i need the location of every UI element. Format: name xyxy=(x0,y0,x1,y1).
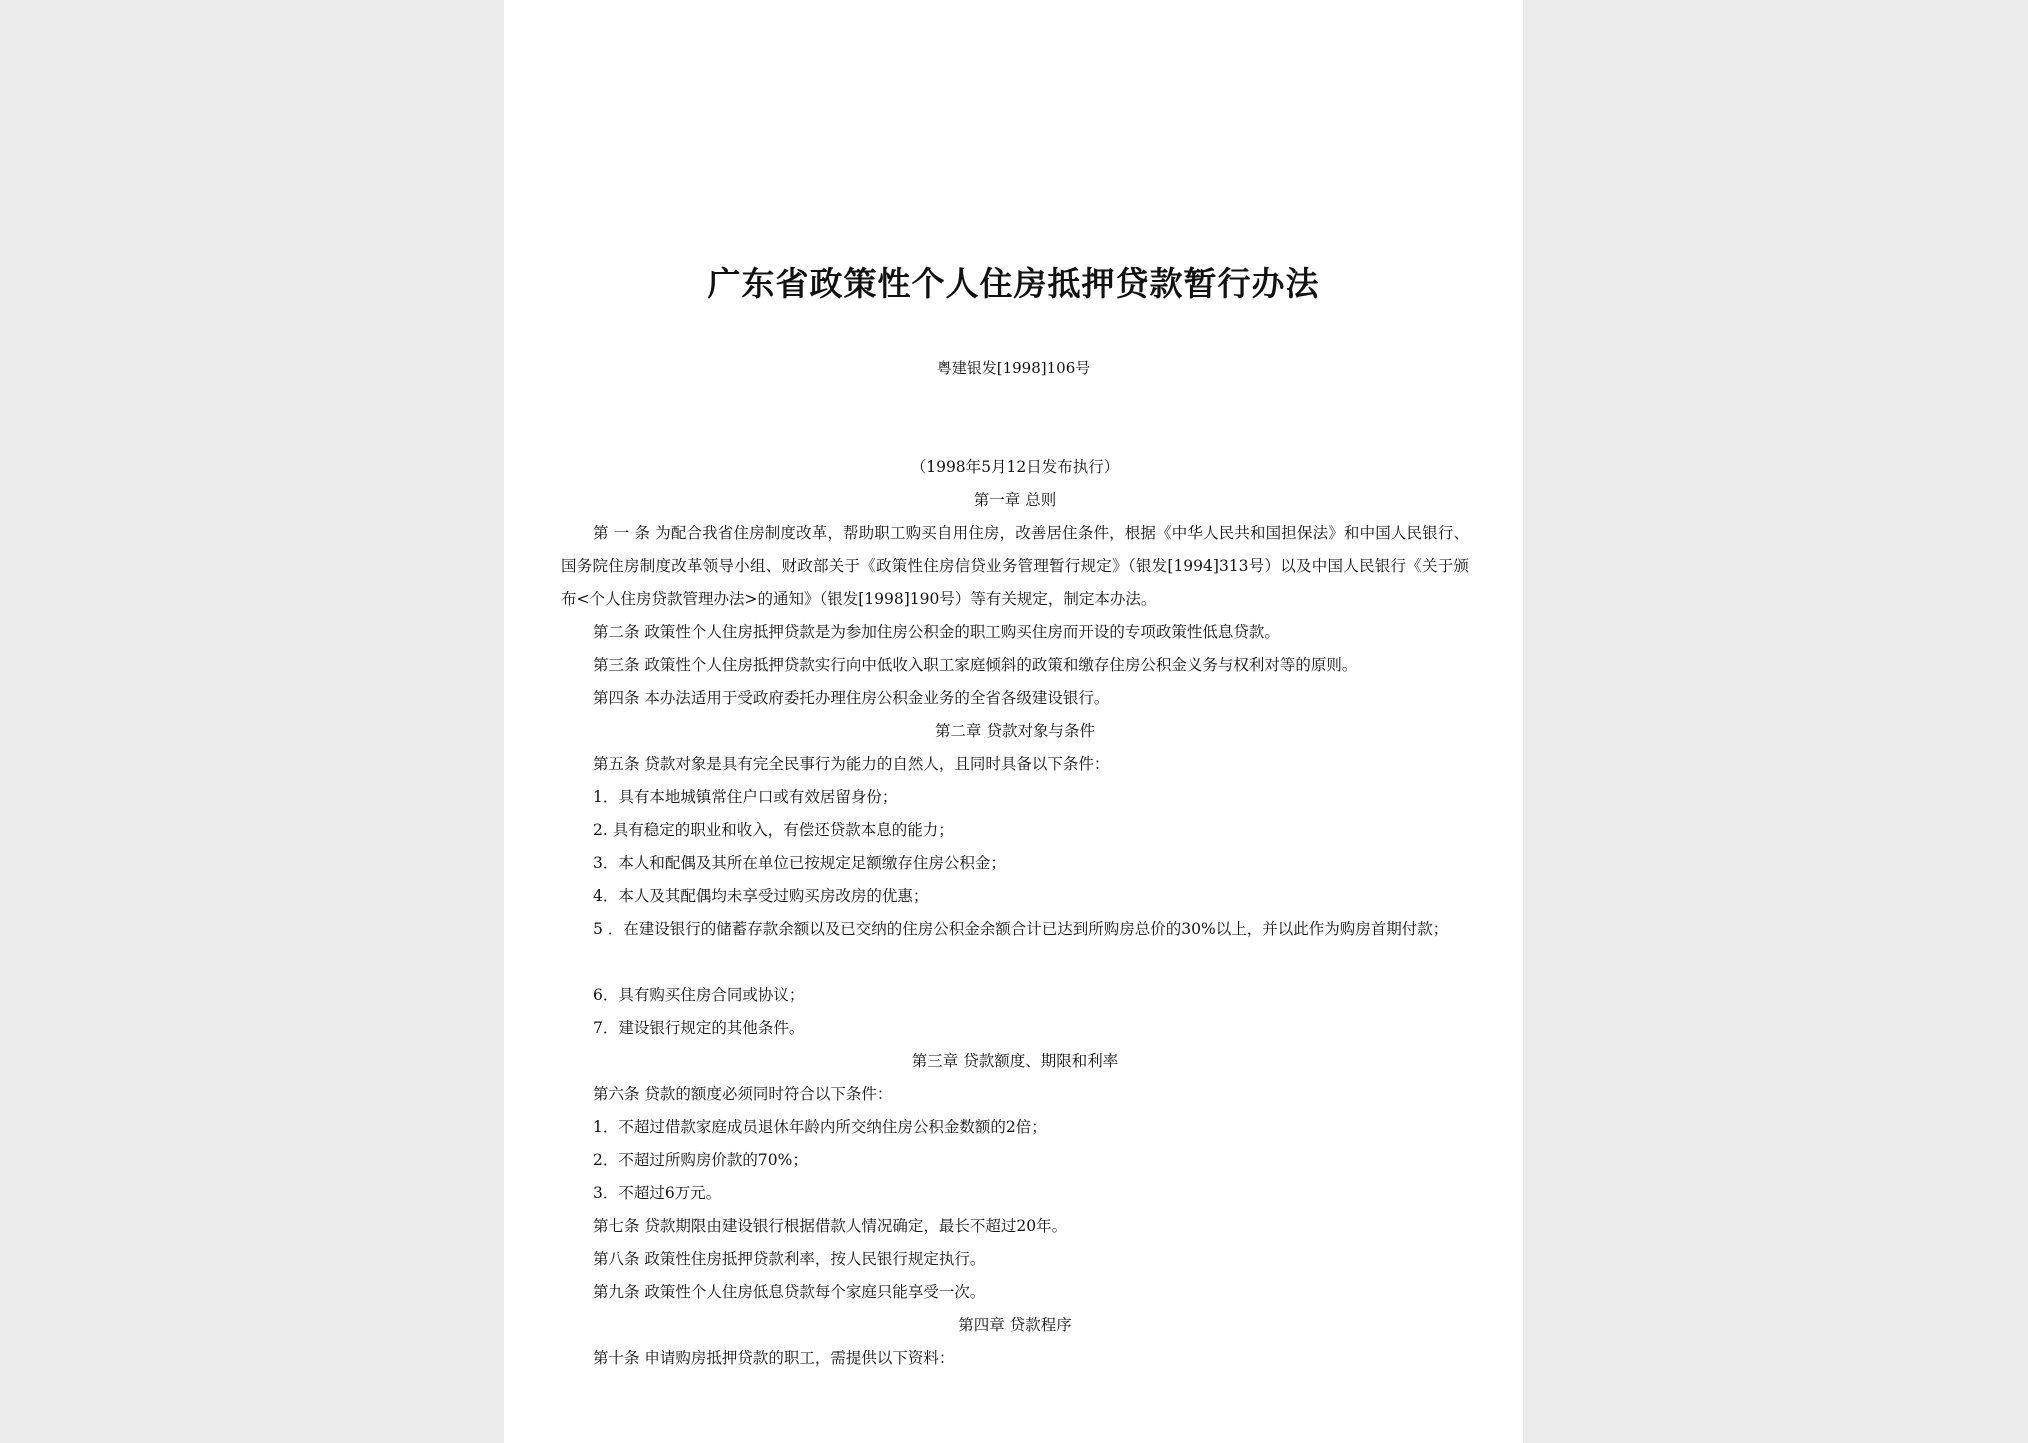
article-10: 第十条 申请购房抵押贷款的职工，需提供以下资料： xyxy=(593,1349,955,1367)
chapter-heading: 第一章 总则 xyxy=(973,491,1057,509)
article-6: 第六条 贷款的额度必须同时符合以下条件： xyxy=(593,1085,893,1103)
list-item: 3．本人和配偶及其所在单位已按规定足额缴存住房公积金； xyxy=(593,854,1006,872)
document-number: 粤建银发[1998]106号 xyxy=(936,359,1091,377)
list-item: 3．不超过6万元。 xyxy=(593,1184,722,1202)
list-item: 4．本人及其配偶均未享受过购买房改房的优惠； xyxy=(593,887,929,905)
article-8: 第八条 政策性住房抵押贷款利率，按人民银行规定执行。 xyxy=(593,1250,986,1268)
document-title: 广东省政策性个人住房抵押贷款暂行办法 xyxy=(707,264,1320,303)
chapter-heading: 第三章 贷款额度、期限和利率 xyxy=(911,1052,1119,1070)
article-4: 第四条 本办法适用于受政府委托办理住房公积金业务的全省各级建设银行。 xyxy=(593,689,1110,707)
list-item: 2. 具有稳定的职业和收入，有偿还贷款本息的能力； xyxy=(593,821,954,839)
article-9: 第九条 政策性个人住房低息贷款每个家庭只能享受一次。 xyxy=(593,1283,986,1301)
issue-note: （1998年5月12日发布执行） xyxy=(910,458,1120,476)
article-2: 第二条 政策性个人住房抵押贷款是为参加住房公积金的职工购买住房而开设的专项政策性低息贷款。 xyxy=(593,623,1280,641)
chapter-heading: 第二章 贷款对象与条件 xyxy=(935,722,1095,740)
list-item: 1．不超过借款家庭成员退休年龄内所交纳住房公积金数额的2倍； xyxy=(593,1118,1047,1136)
list-item: 2．不超过所购房价款的70%； xyxy=(593,1151,808,1169)
document-body xyxy=(561,451,1469,1375)
article-1: 第 一 条 为配合我省住房制度改革，帮助职工购买自用住房，改善居住条件，根据《中华人民共和国担保法》和中国人民银行、国务院住房制度改革领导小组、财政部关于《政策性住房信贷业务管理暂行规定》（银发[1994]313号）以及中国人民银行《关于颁布<个人住房贷款管理办法>的通知》（银发[1998]190号）等有关规定，制定本办法。 xyxy=(561,524,1469,608)
list-item: 1．具有本地城镇常住户口或有效居留身份； xyxy=(593,788,898,806)
list-item: 6．具有购买住房合同或协议； xyxy=(593,986,805,1004)
article-3: 第三条 政策性个人住房抵押贷款实行向中低收入职工家庭倾斜的政策和缴存住房公积金义务与权利对等的原则。 xyxy=(593,656,1358,674)
list-item: 7．建设银行规定的其他条件。 xyxy=(593,1019,805,1037)
article-5: 第五条 贷款对象是具有完全民事行为能力的自然人，且同时具备以下条件： xyxy=(593,755,1110,773)
document-page xyxy=(504,0,1523,1443)
list-item: 5 ．在建设银行的储蓄存款余额以及已交纳的住房公积金余额合计已达到所购房总价的30%以上，并以此作为购房首期付款； xyxy=(593,920,1449,938)
article-7: 第七条 贷款期限由建设银行根据借款人情况确定，最长不超过20年。 xyxy=(593,1217,1068,1235)
chapter-heading: 第四章 贷款程序 xyxy=(958,1316,1072,1334)
